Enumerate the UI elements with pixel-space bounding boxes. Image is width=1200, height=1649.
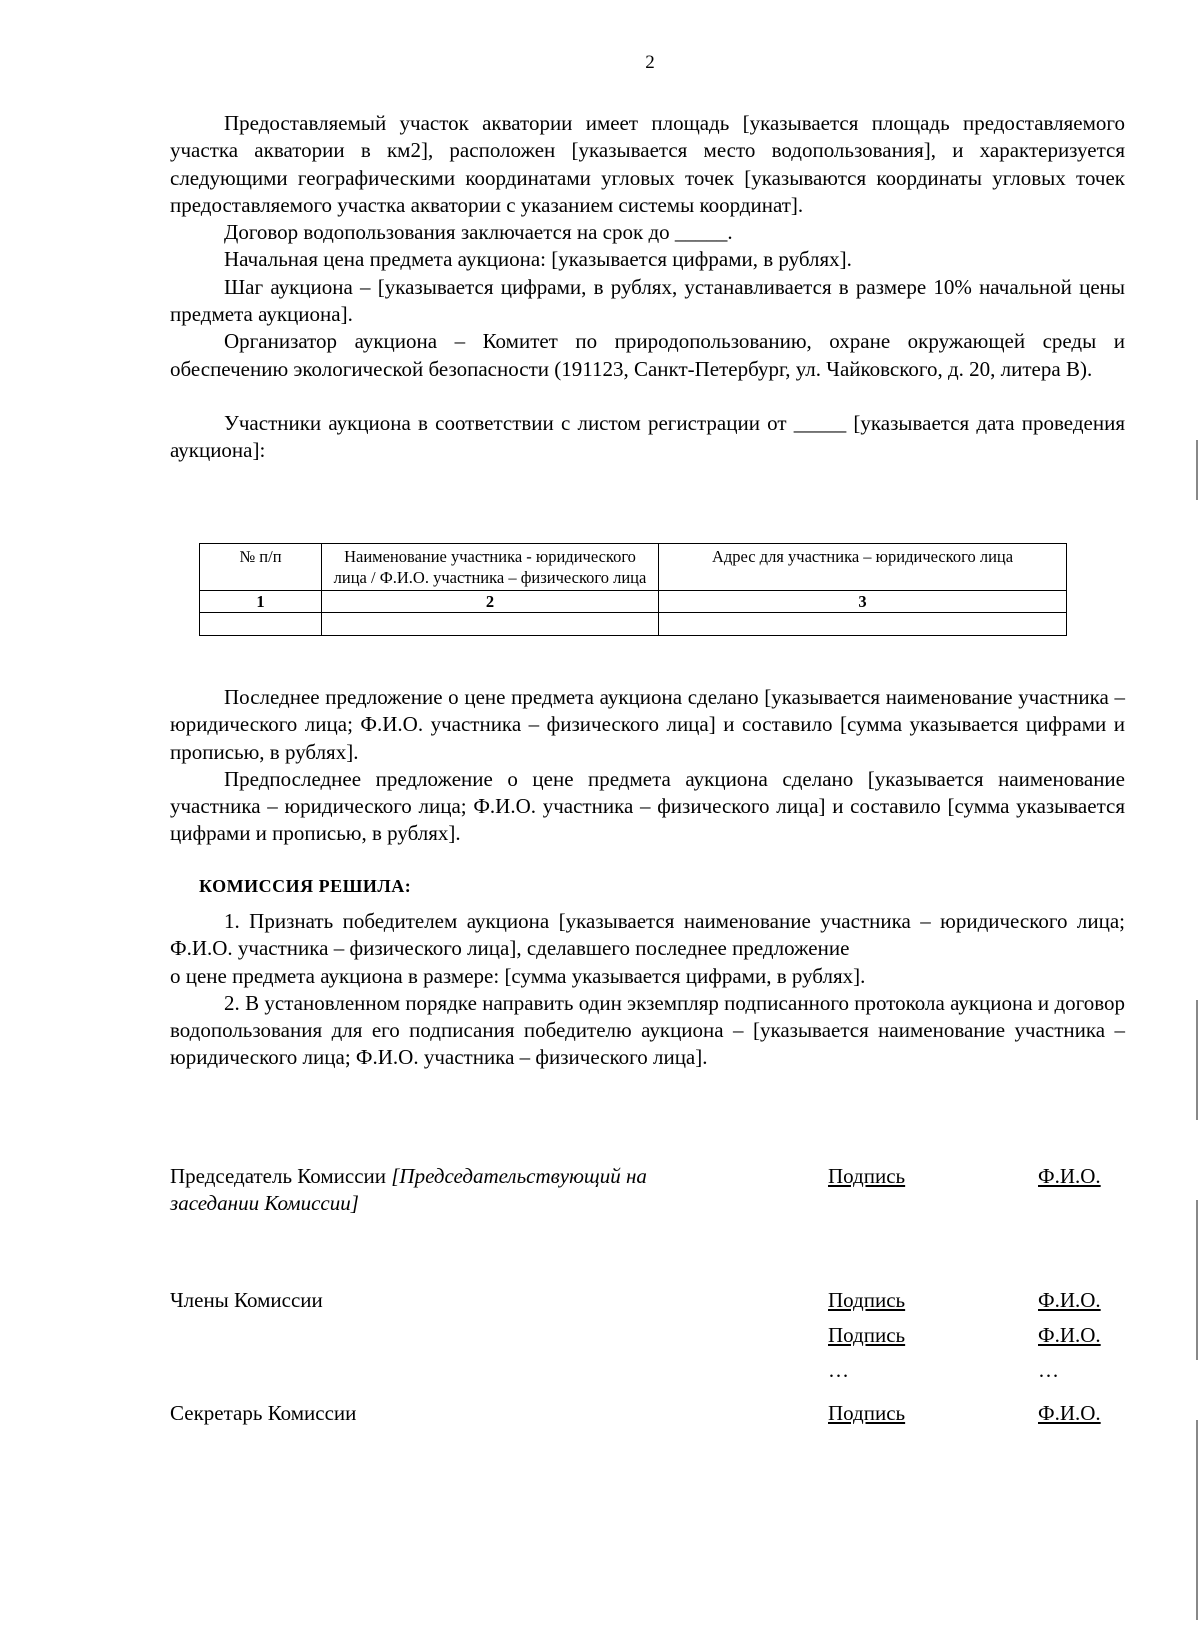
- col-number-1: 1: [200, 591, 322, 613]
- start-price: Начальная цена предмета аукциона: [указывается цифрами, в рублях].: [224, 247, 852, 272]
- last-offer: Последнее предложение о цене предмета аукциона сделано [указывается наименование участника – юридического лица; Ф.И.О. участника – физического лица] и составило [сумма указывается цифрами и прописью, в рублях].: [170, 685, 1125, 764]
- decision-item-1-continued: о цене предмета аукциона в размере: [сумма указывается цифрами, в рублях].: [170, 963, 866, 988]
- signature-placeholder: Подпись: [828, 1401, 906, 1425]
- decision-heading: КОМИССИЯ РЕШИЛА:: [199, 876, 412, 896]
- scan-edge-mark: [1196, 440, 1198, 500]
- decision-item-1: 1. Признать победителем аукциона [указывается наименование участника – юридического лица; Ф.И.О. участника – физического лица], сделавшего последнее предложение: [170, 909, 1125, 961]
- page-number: 2: [645, 52, 655, 73]
- document-body: [170, 110, 1125, 465]
- fio-placeholder: Ф.И.О.: [1038, 1323, 1101, 1347]
- offers-section: [170, 684, 1125, 848]
- ellipsis: …: [1038, 1358, 1059, 1382]
- decision-section: [170, 908, 1125, 1072]
- scan-edge-mark: [1196, 1420, 1198, 1620]
- contract-term: Договор водопользования заключается на срок до _____.: [224, 220, 733, 245]
- participants-intro: Участники аукциона в соответствии с листом регистрации от _____ [указывается дата проведения аукциона]:: [170, 410, 1125, 463]
- empty-cell: [659, 613, 1067, 636]
- col-number-2: 2: [322, 591, 659, 613]
- fio-placeholder: Ф.И.О.: [1038, 1401, 1101, 1425]
- chair-signature-row: [170, 1163, 1125, 1223]
- chair-label: Председатель Комиссии: [170, 1164, 386, 1188]
- members-signature-row: [170, 1287, 1125, 1315]
- table-row: [200, 591, 1067, 613]
- previous-offer: Предпоследнее предложение о цене предмета аукциона сделано [указывается наименование участника – юридического лица; Ф.И.О. участника – физического лица] и составило [сумма указывается цифрами и прописью, в рублях].: [170, 766, 1125, 846]
- col-number-3: 3: [659, 591, 1067, 613]
- chair-note: [Председательствующий на заседании Комиссии]: [170, 1164, 647, 1216]
- members-ellipsis-row: [170, 1357, 1125, 1385]
- fio-placeholder: Ф.И.О.: [1038, 1288, 1101, 1312]
- header-address: Адрес для участника – юридического лица: [659, 544, 1067, 591]
- chair-role: [170, 1163, 730, 1218]
- fio-placeholder: Ф.И.О.: [1038, 1164, 1101, 1188]
- plot-description: Предоставляемый участок акватории имеет площадь [указывается площадь предоставляемого участка акватории в км2], расположен [указывается место водопользования], и характеризуется следующими географическими координатами угловых точек [указываются координаты угловых точек предоставляемого участка акватории с указанием системы координат].: [170, 111, 1125, 217]
- scan-edge-mark: [1196, 1200, 1198, 1360]
- table-row: [200, 613, 1067, 636]
- header-number: № п/п: [200, 544, 322, 591]
- signature-placeholder: Подпись: [828, 1323, 906, 1347]
- participants-table: [199, 543, 1067, 636]
- decision-item-2: 2. В установленном порядке направить один экземпляр подписанного протокола аукциона и договор водопользования для его подписания победителю аукциона – [указывается наименование участника – юридического лица; Ф.И.О. участника – физического лица].: [170, 990, 1125, 1070]
- members-signature-row-2: [170, 1322, 1125, 1350]
- header-name: Наименование участника - юридического лица / Ф.И.О. участника – физического лица: [322, 544, 659, 591]
- empty-cell: [322, 613, 659, 636]
- secretary-label: Секретарь Комиссии: [170, 1401, 357, 1425]
- members-label: Члены Комиссии: [170, 1288, 323, 1312]
- secretary-signature-row: [170, 1400, 1125, 1428]
- scan-edge-mark: [1196, 1000, 1198, 1120]
- ellipsis: …: [828, 1358, 849, 1382]
- empty-cell: [200, 613, 322, 636]
- organizer: Организатор аукциона – Комитет по природопользованию, охране окружающей среды и обеспечению экологической безопасности (191123, Санкт-Петербург, ул. Чайковского, д. 20, литера В).: [170, 329, 1125, 381]
- signature-placeholder: Подпись: [828, 1164, 906, 1188]
- auction-step: Шаг аукциона – [указывается цифрами, в рублях, устанавливается в размере 10% начальной цены предмета аукциона].: [170, 274, 1125, 327]
- table-header-row: [200, 544, 1067, 591]
- signature-placeholder: Подпись: [828, 1288, 906, 1312]
